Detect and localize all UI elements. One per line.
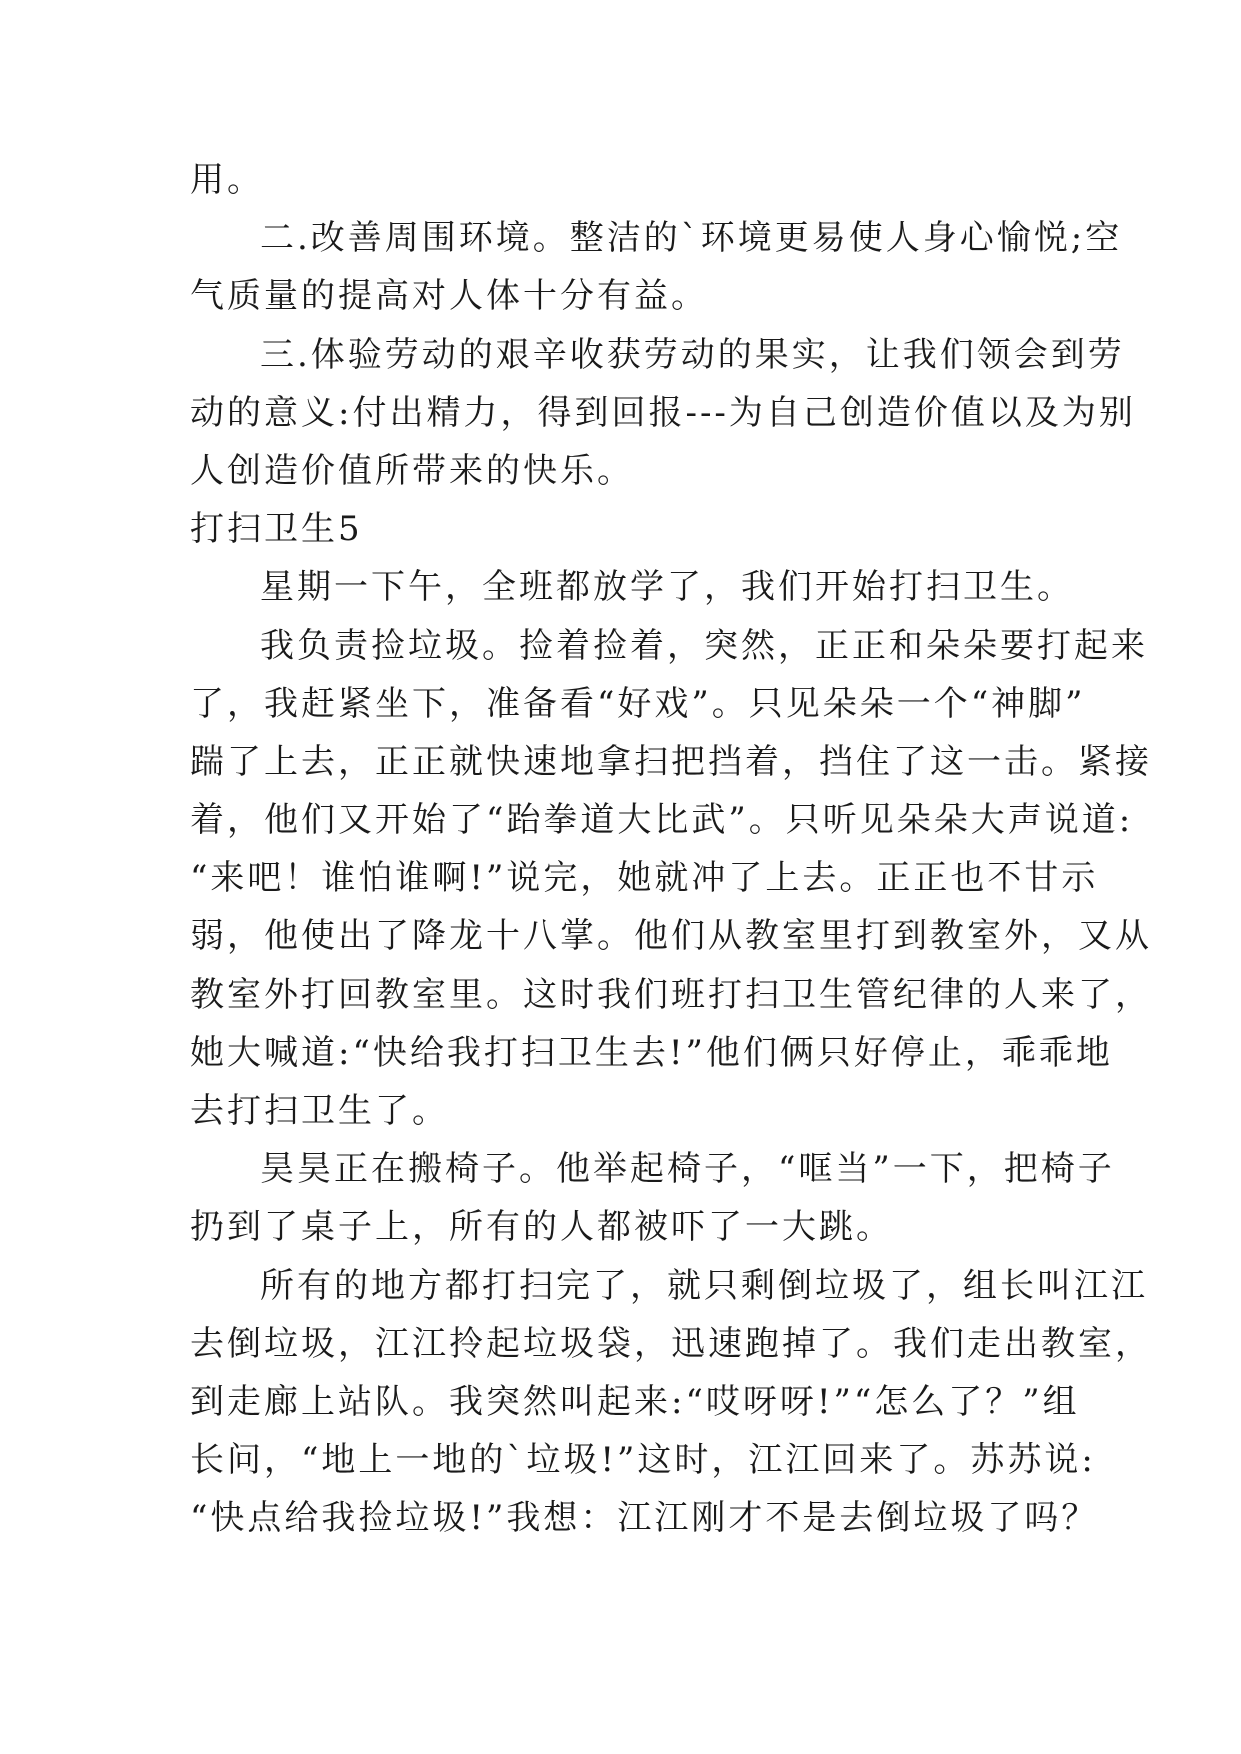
text-line: 弱，他使出了降龙十八掌。他们从教室里打到教室外，又从 [190, 916, 1152, 957]
text-line: 了，我赶紧坐下，准备看“好戏”。只见朵朵一个“神脚” [190, 683, 1086, 724]
text-line: 我负责捡垃圾。捡着捡着，突然，正正和朵朵要打起来 [260, 625, 1148, 666]
text-line: 扔到了桌子上，所有的人都被吓了一大跳。 [190, 1207, 893, 1248]
text-line: 所有的地方都打扫完了，就只剩倒垃圾了，组长叫江江 [260, 1265, 1148, 1306]
text-line: “来吧！谁怕谁啊!”说完，她就冲了上去。正正也不甘示 [190, 858, 1099, 899]
text-line: 三.体验劳动的艰辛收获劳动的果实，让我们领会到劳 [260, 334, 1125, 375]
text-line: 用。 [190, 160, 264, 200]
text-line: 长问，“地上一地的`垃圾!”这时，江江回来了。苏苏说: [190, 1440, 1096, 1481]
text-line: 去打扫卫生了。 [190, 1091, 449, 1131]
text-line: 二.改善周围环境。整洁的`环境更易使人身心愉悦;空 [260, 218, 1123, 259]
text-line: “快点给我捡垃圾!”我想：江江刚才不是去倒垃圾了吗？ [190, 1498, 1099, 1539]
text-line: 昊昊正在搬椅子。他举起椅子，“哐当”一下，把椅子 [260, 1149, 1115, 1190]
text-line: 去倒垃圾，江江拎起垃圾袋，迅速跑掉了。我们走出教室， [190, 1323, 1152, 1364]
document-body [190, 151, 1152, 1548]
text-line: 到走廊上站队。我突然叫起来:“哎呀呀!”“怎么了？”组 [190, 1381, 1080, 1422]
text-line: 教室外打回教室里。这时我们班打扫卫生管纪律的人来了， [190, 974, 1152, 1015]
text-line: 人创造价值所带来的快乐。 [190, 450, 634, 491]
text-line: 气质量的提高对人体十分有益。 [190, 276, 708, 317]
text-line: 踹了上去，正正就快速地拿扫把挡着，挡住了这一击。紧接 [190, 741, 1152, 782]
text-line: 着，他们又开始了“跆拳道大比武”。只听见朵朵大声说道: [190, 800, 1134, 841]
text-line: 动的意义:付出精力，得到回报---为自己创造价值以及为别 [190, 392, 1136, 433]
text-line: 星期一下午，全班都放学了，我们开始打扫卫生。 [260, 567, 1074, 608]
section-heading: 打扫卫生5 [190, 509, 363, 550]
text-line: 她大喊道:“快给我打扫卫生去!”他们俩只好停止，乖乖地 [190, 1032, 1113, 1073]
